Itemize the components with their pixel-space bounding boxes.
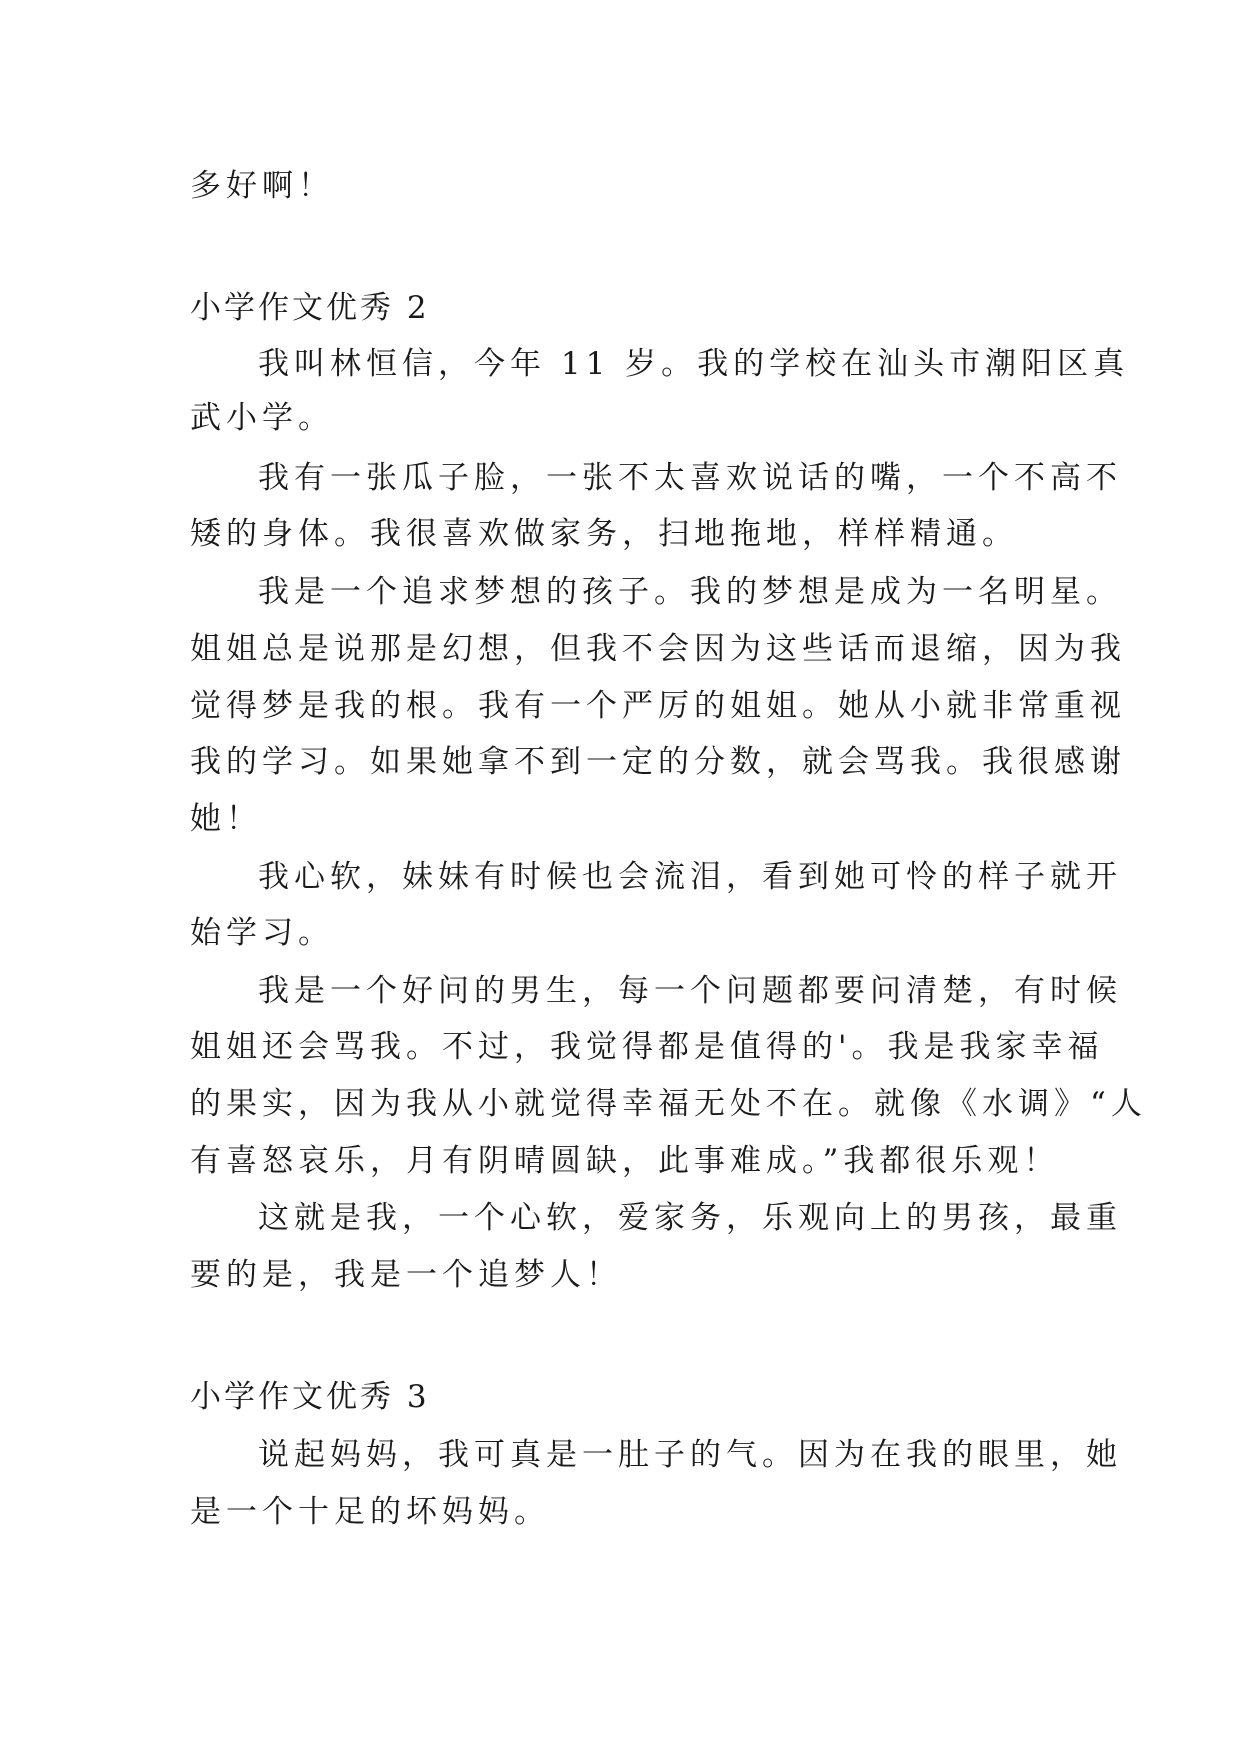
paragraph-line: 我是一个好问的男生，每一个问题都要问清楚，有时候	[258, 973, 1122, 1009]
paragraph-line: 多好啊！	[190, 168, 334, 204]
paragraph-line: 说起妈妈，我可真是一肚子的气。因为在我的眼里，她	[258, 1437, 1122, 1473]
paragraph-line: 始学习。	[190, 915, 334, 951]
paragraph-line: 我的学习。如果她拿不到一定的分数，就会骂我。我很感谢	[190, 744, 1126, 780]
paragraph-line: 的果实，因为我从小就觉得幸福无处不在。就像《水调》“人	[190, 1086, 1147, 1122]
paragraph-line: 这就是我，一个心软，爱家务，乐观向上的男孩，最重	[258, 1200, 1122, 1236]
paragraph-line: 觉得梦是我的根。我有一个严厉的姐姐。她从小就非常重视	[190, 688, 1126, 724]
paragraph-line: 武小学。	[190, 400, 334, 436]
paragraph-line: 我心软，妹妹有时候也会流泪，看到她可怜的样子就开	[258, 859, 1122, 895]
paragraph-line: 姐姐总是说那是幻想，但我不会因为这些话而退缩，因为我	[190, 631, 1126, 667]
paragraph-line: 要的是，我是一个追梦人！	[190, 1257, 622, 1293]
section-heading: 小学作文优秀 3	[190, 1379, 430, 1415]
paragraph-line: 有喜怒哀乐，月有阴晴圆缺，此事难成。”我都很乐观！	[190, 1143, 1060, 1179]
section-heading: 小学作文优秀 2	[190, 290, 430, 326]
paragraph-line: 是一个十足的坏妈妈。	[190, 1494, 550, 1530]
paragraph-line: 我叫林恒信，今年 11 岁。我的学校在汕头市潮阳区真	[258, 346, 1130, 382]
paragraph-line: 姐姐还会骂我。不过，我觉得都是值得的'。我是我家幸福	[190, 1029, 1104, 1065]
paragraph-line: 她！	[190, 801, 262, 837]
paragraph-line: 我是一个追求梦想的孩子。我的梦想是成为一名明星。	[258, 574, 1122, 610]
paragraph-line: 矮的身体。我很喜欢做家务，扫地拖地，样样精通。	[190, 516, 1018, 552]
paragraph-line: 我有一张瓜子脸，一张不太喜欢说话的嘴，一个不高不	[258, 460, 1122, 496]
